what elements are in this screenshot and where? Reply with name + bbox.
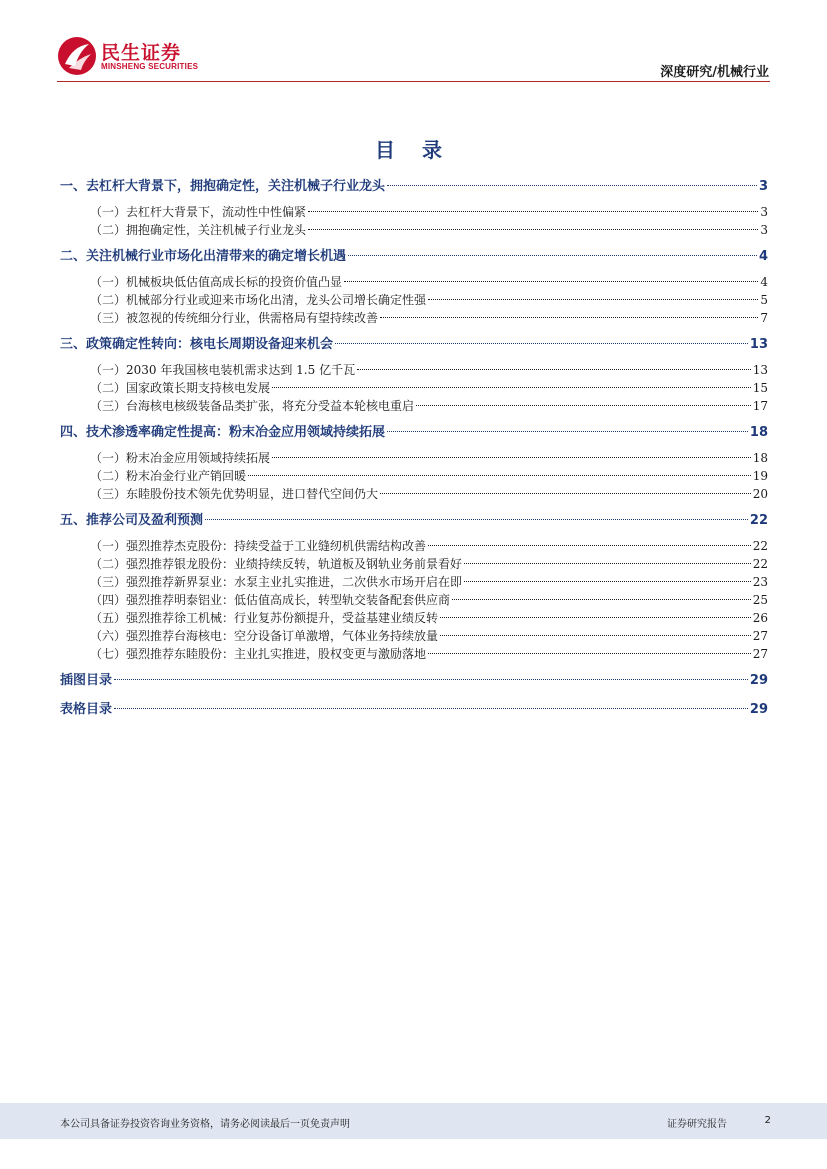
toc-entry-text: （六）强烈推荐台海核电：空分设备订单激增，气体业务持续放量 xyxy=(90,629,439,643)
toc-subsection-entry[interactable] xyxy=(60,379,768,397)
toc-entry-text: （三）台海核电核级装备品类扩张，将充分受益本轮核电重启 xyxy=(90,399,415,413)
toc-subsection-entry[interactable] xyxy=(60,555,768,573)
toc-dot-leader xyxy=(248,475,751,476)
toc-page-number: 22 xyxy=(749,513,768,528)
toc-section-entry[interactable] xyxy=(60,334,768,356)
toc-dot-leader xyxy=(428,653,751,654)
toc-dot-leader xyxy=(440,635,751,636)
toc-entry-text: （四）强烈推荐明泰铝业：低估值高成长，转型轨交装备配套供应商 xyxy=(90,593,451,607)
toc-section-entry[interactable] xyxy=(60,699,768,721)
toc-subsection-entry[interactable] xyxy=(60,645,768,663)
toc-subsection-entry[interactable] xyxy=(60,467,768,485)
toc-page-number: 3 xyxy=(760,205,768,219)
toc-dot-leader xyxy=(416,405,751,406)
toc-dot-leader xyxy=(348,255,757,256)
toc-dot-leader xyxy=(308,229,758,230)
toc-page-number: 4 xyxy=(758,249,768,264)
toc-dot-leader xyxy=(428,299,758,300)
toc-entry-text: （三）强烈推荐新界泵业：水泵主业扎实推进，二次供水市场开启在即 xyxy=(90,575,463,589)
toc-entry-text: 一、去杠杆大背景下，拥抱确定性，关注机械子行业龙头 xyxy=(60,179,386,194)
footer-report-label: 证券研究报告 xyxy=(667,1119,727,1130)
toc-dot-leader xyxy=(272,457,751,458)
toc-dot-leader xyxy=(308,211,758,212)
toc-dot-leader xyxy=(380,493,751,494)
toc-subsection-entry[interactable] xyxy=(60,361,768,379)
toc-entry-text: 三、政策确定性转向：核电长周期设备迎来机会 xyxy=(60,337,334,352)
toc-dot-leader xyxy=(428,545,751,546)
toc-page-number: 15 xyxy=(752,381,768,395)
toc-subsection-entry[interactable] xyxy=(60,609,768,627)
toc-page-number: 7 xyxy=(760,311,768,325)
toc-page-number: 4 xyxy=(760,275,768,289)
toc-entry-text: 五、推荐公司及盈利预测 xyxy=(60,513,204,528)
toc-section-entry[interactable] xyxy=(60,422,768,444)
toc-entry-text: （七）强烈推荐东睦股份：主业扎实推进，股权变更与激励落地 xyxy=(90,647,427,661)
toc-entry-text: （一）2030 年我国核电装机需求达到 1.5 亿千瓦 xyxy=(90,363,356,377)
toc-page-number: 20 xyxy=(752,487,768,501)
toc-dot-leader xyxy=(114,679,748,680)
toc-page-number: 22 xyxy=(752,539,768,553)
toc-page-number: 26 xyxy=(752,611,768,625)
toc-subsection-entry[interactable] xyxy=(60,291,768,309)
toc-section-entry[interactable] xyxy=(60,670,768,692)
toc-dot-leader xyxy=(440,617,751,618)
toc-entry-text: （一）粉末冶金应用领域持续拓展 xyxy=(90,451,271,465)
toc-dot-leader xyxy=(205,519,748,520)
toc-entry-text: （二）机械部分行业或迎来市场化出清，龙头公司增长确定性强 xyxy=(90,293,427,307)
toc-page-number: 3 xyxy=(758,179,768,194)
toc-page-number: 27 xyxy=(752,647,768,661)
toc-entry-text: （二）强烈推荐银龙股份：业绩持续反转，轨道板及钢轨业务前景看好 xyxy=(90,557,463,571)
minsheng-logo xyxy=(57,36,217,80)
toc-page-number: 23 xyxy=(752,575,768,589)
toc-subsection-entry[interactable] xyxy=(60,203,768,221)
toc-entry-text: 四、技术渗透率确定性提高：粉末冶金应用领域持续拓展 xyxy=(60,425,386,440)
toc-entry-text: （一）机械板块低估值高成长标的投资价值凸显 xyxy=(90,275,343,289)
toc-section-entry[interactable] xyxy=(60,510,768,532)
toc-dot-leader xyxy=(464,581,751,582)
header-divider xyxy=(57,81,770,82)
page-header xyxy=(0,0,827,90)
toc-dot-leader xyxy=(380,317,758,318)
toc-dot-leader xyxy=(387,431,748,432)
table-of-contents xyxy=(60,176,768,721)
document-type: 深度研究/机械行业 xyxy=(660,65,769,80)
toc-subsection-entry[interactable] xyxy=(60,573,768,591)
minsheng-logo-icon xyxy=(57,36,97,76)
toc-entry-text: （一）强烈推荐杰克股份：持续受益于工业缝纫机供需结构改善 xyxy=(90,539,427,553)
toc-page-number: 13 xyxy=(752,363,768,377)
toc-page-number: 3 xyxy=(760,223,768,237)
toc-entry-text: 插图目录 xyxy=(60,673,113,688)
toc-subsection-entry[interactable] xyxy=(60,627,768,645)
toc-section-entry[interactable] xyxy=(60,176,768,198)
toc-entry-text: （一）去杠杆大背景下，流动性中性偏紧 xyxy=(90,205,307,219)
footer-disclaimer: 本公司具备证券投资咨询业务资格，请务必阅读最后一页免责声明 xyxy=(60,1119,350,1130)
toc-page-number: 18 xyxy=(752,451,768,465)
logo-chinese-name: 民生证券 xyxy=(101,42,182,64)
toc-page-number: 22 xyxy=(752,557,768,571)
toc-dot-leader xyxy=(335,343,748,344)
toc-page-number: 27 xyxy=(752,629,768,643)
toc-page-number: 29 xyxy=(749,673,768,688)
toc-page-number: 19 xyxy=(752,469,768,483)
toc-subsection-entry[interactable] xyxy=(60,309,768,327)
toc-entry-text: （二）拥抱确定性，关注机械子行业龙头 xyxy=(90,223,307,237)
toc-entry-text: （三）被忽视的传统细分行业，供需格局有望持续改善 xyxy=(90,311,379,325)
toc-dot-leader xyxy=(464,563,751,564)
toc-page-number: 17 xyxy=(752,399,768,413)
toc-entry-text: （二）国家政策长期支持核电发展 xyxy=(90,381,271,395)
toc-dot-leader xyxy=(272,387,751,388)
toc-dot-leader xyxy=(357,369,751,370)
toc-subsection-entry[interactable] xyxy=(60,485,768,503)
footer-page-number: 2 xyxy=(764,1115,771,1126)
toc-entry-text: （五）强烈推荐徐工机械：行业复苏份额提升，受益基建业绩反转 xyxy=(90,611,439,625)
toc-subsection-entry[interactable] xyxy=(60,537,768,555)
toc-section-entry[interactable] xyxy=(60,246,768,268)
toc-subsection-entry[interactable] xyxy=(60,397,768,415)
toc-dot-leader xyxy=(452,599,751,600)
toc-subsection-entry[interactable] xyxy=(60,221,768,239)
toc-subsection-entry[interactable] xyxy=(60,591,768,609)
toc-entry-text: 二、关注机械行业市场化出清带来的确定增长机遇 xyxy=(60,249,347,264)
page-footer xyxy=(0,1103,827,1139)
toc-subsection-entry[interactable] xyxy=(60,449,768,467)
toc-entry-text: （二）粉末冶金行业产销回暖 xyxy=(90,469,247,483)
toc-dot-leader xyxy=(344,281,758,282)
toc-entry-text: （三）东睦股份技术领先优势明显，进口替代空间仍大 xyxy=(90,487,379,501)
toc-page-number: 5 xyxy=(760,293,768,307)
toc-entry-text: 表格目录 xyxy=(60,702,113,717)
toc-page-number: 18 xyxy=(749,425,768,440)
toc-page-number: 29 xyxy=(749,702,768,717)
toc-dot-leader xyxy=(114,708,748,709)
toc-page-number: 25 xyxy=(752,593,768,607)
toc-subsection-entry[interactable] xyxy=(60,273,768,291)
toc-title: 目 录 xyxy=(375,138,452,162)
toc-page-number: 13 xyxy=(749,337,768,352)
logo-english-name: MINSHENG SECURITIES xyxy=(101,62,199,71)
toc-dot-leader xyxy=(387,185,757,186)
